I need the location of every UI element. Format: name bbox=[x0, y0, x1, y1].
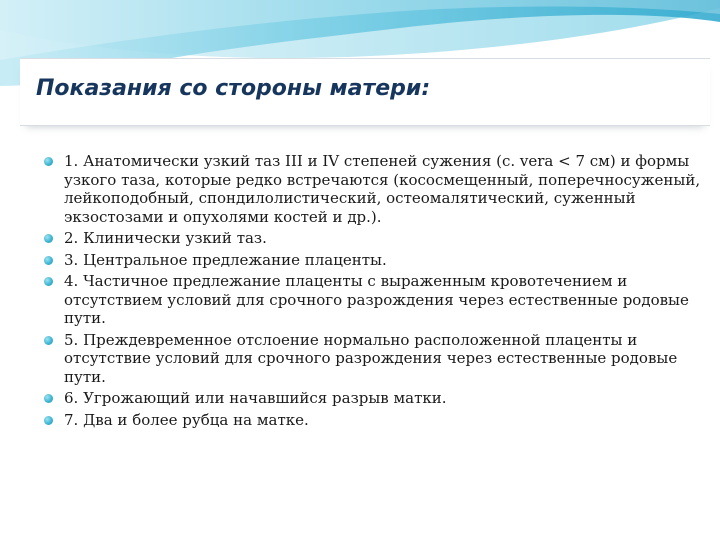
list-item bbox=[44, 272, 704, 328]
bullet-list bbox=[44, 152, 704, 432]
circle-bullet-icon bbox=[44, 277, 53, 286]
list-item bbox=[44, 389, 704, 408]
list-item bbox=[44, 411, 704, 430]
circle-bullet-icon bbox=[44, 336, 53, 345]
list-item-text: 2. Клинически узкий таз. bbox=[64, 229, 267, 247]
list-item bbox=[44, 251, 704, 270]
list-item bbox=[44, 152, 704, 226]
circle-bullet-icon bbox=[44, 157, 53, 166]
slide-title: Показания со стороны матери: bbox=[36, 76, 431, 101]
circle-bullet-icon bbox=[44, 256, 53, 265]
list-item-text: 6. Угрожающий или начавшийся разрыв матки. bbox=[64, 389, 447, 407]
list-item bbox=[44, 331, 704, 387]
list-item bbox=[44, 229, 704, 248]
list-item-text: 1. Анатомически узкий таз III и IV степеней сужения (c. vera < 7 см) и формы узкого таза, которые редко встречаются (кососмещенный, поперечносуженый, лейкоподобный, спондилолистический, остеомалятический, суженный экзостозами и опухолями костей и др.). bbox=[64, 152, 701, 226]
list-item-text: 4. Частичное предлежание плаценты с выраженным кровотечением и отсутствием условий для срочного разрождения через естественные родовые пути. bbox=[64, 272, 689, 327]
circle-bullet-icon bbox=[44, 234, 53, 243]
circle-bullet-icon bbox=[44, 416, 53, 425]
list-item-text: 7. Два и более рубца на матке. bbox=[64, 410, 309, 429]
circle-bullet-icon bbox=[44, 394, 53, 403]
list-item-text: 3. Центральное предлежание плаценты. bbox=[64, 250, 387, 269]
list-item-text: 5. Преждевременное отслоение нормально расположенной плаценты и отсутствие условий для срочного разрождения через естественные родовые пути. bbox=[64, 330, 678, 386]
